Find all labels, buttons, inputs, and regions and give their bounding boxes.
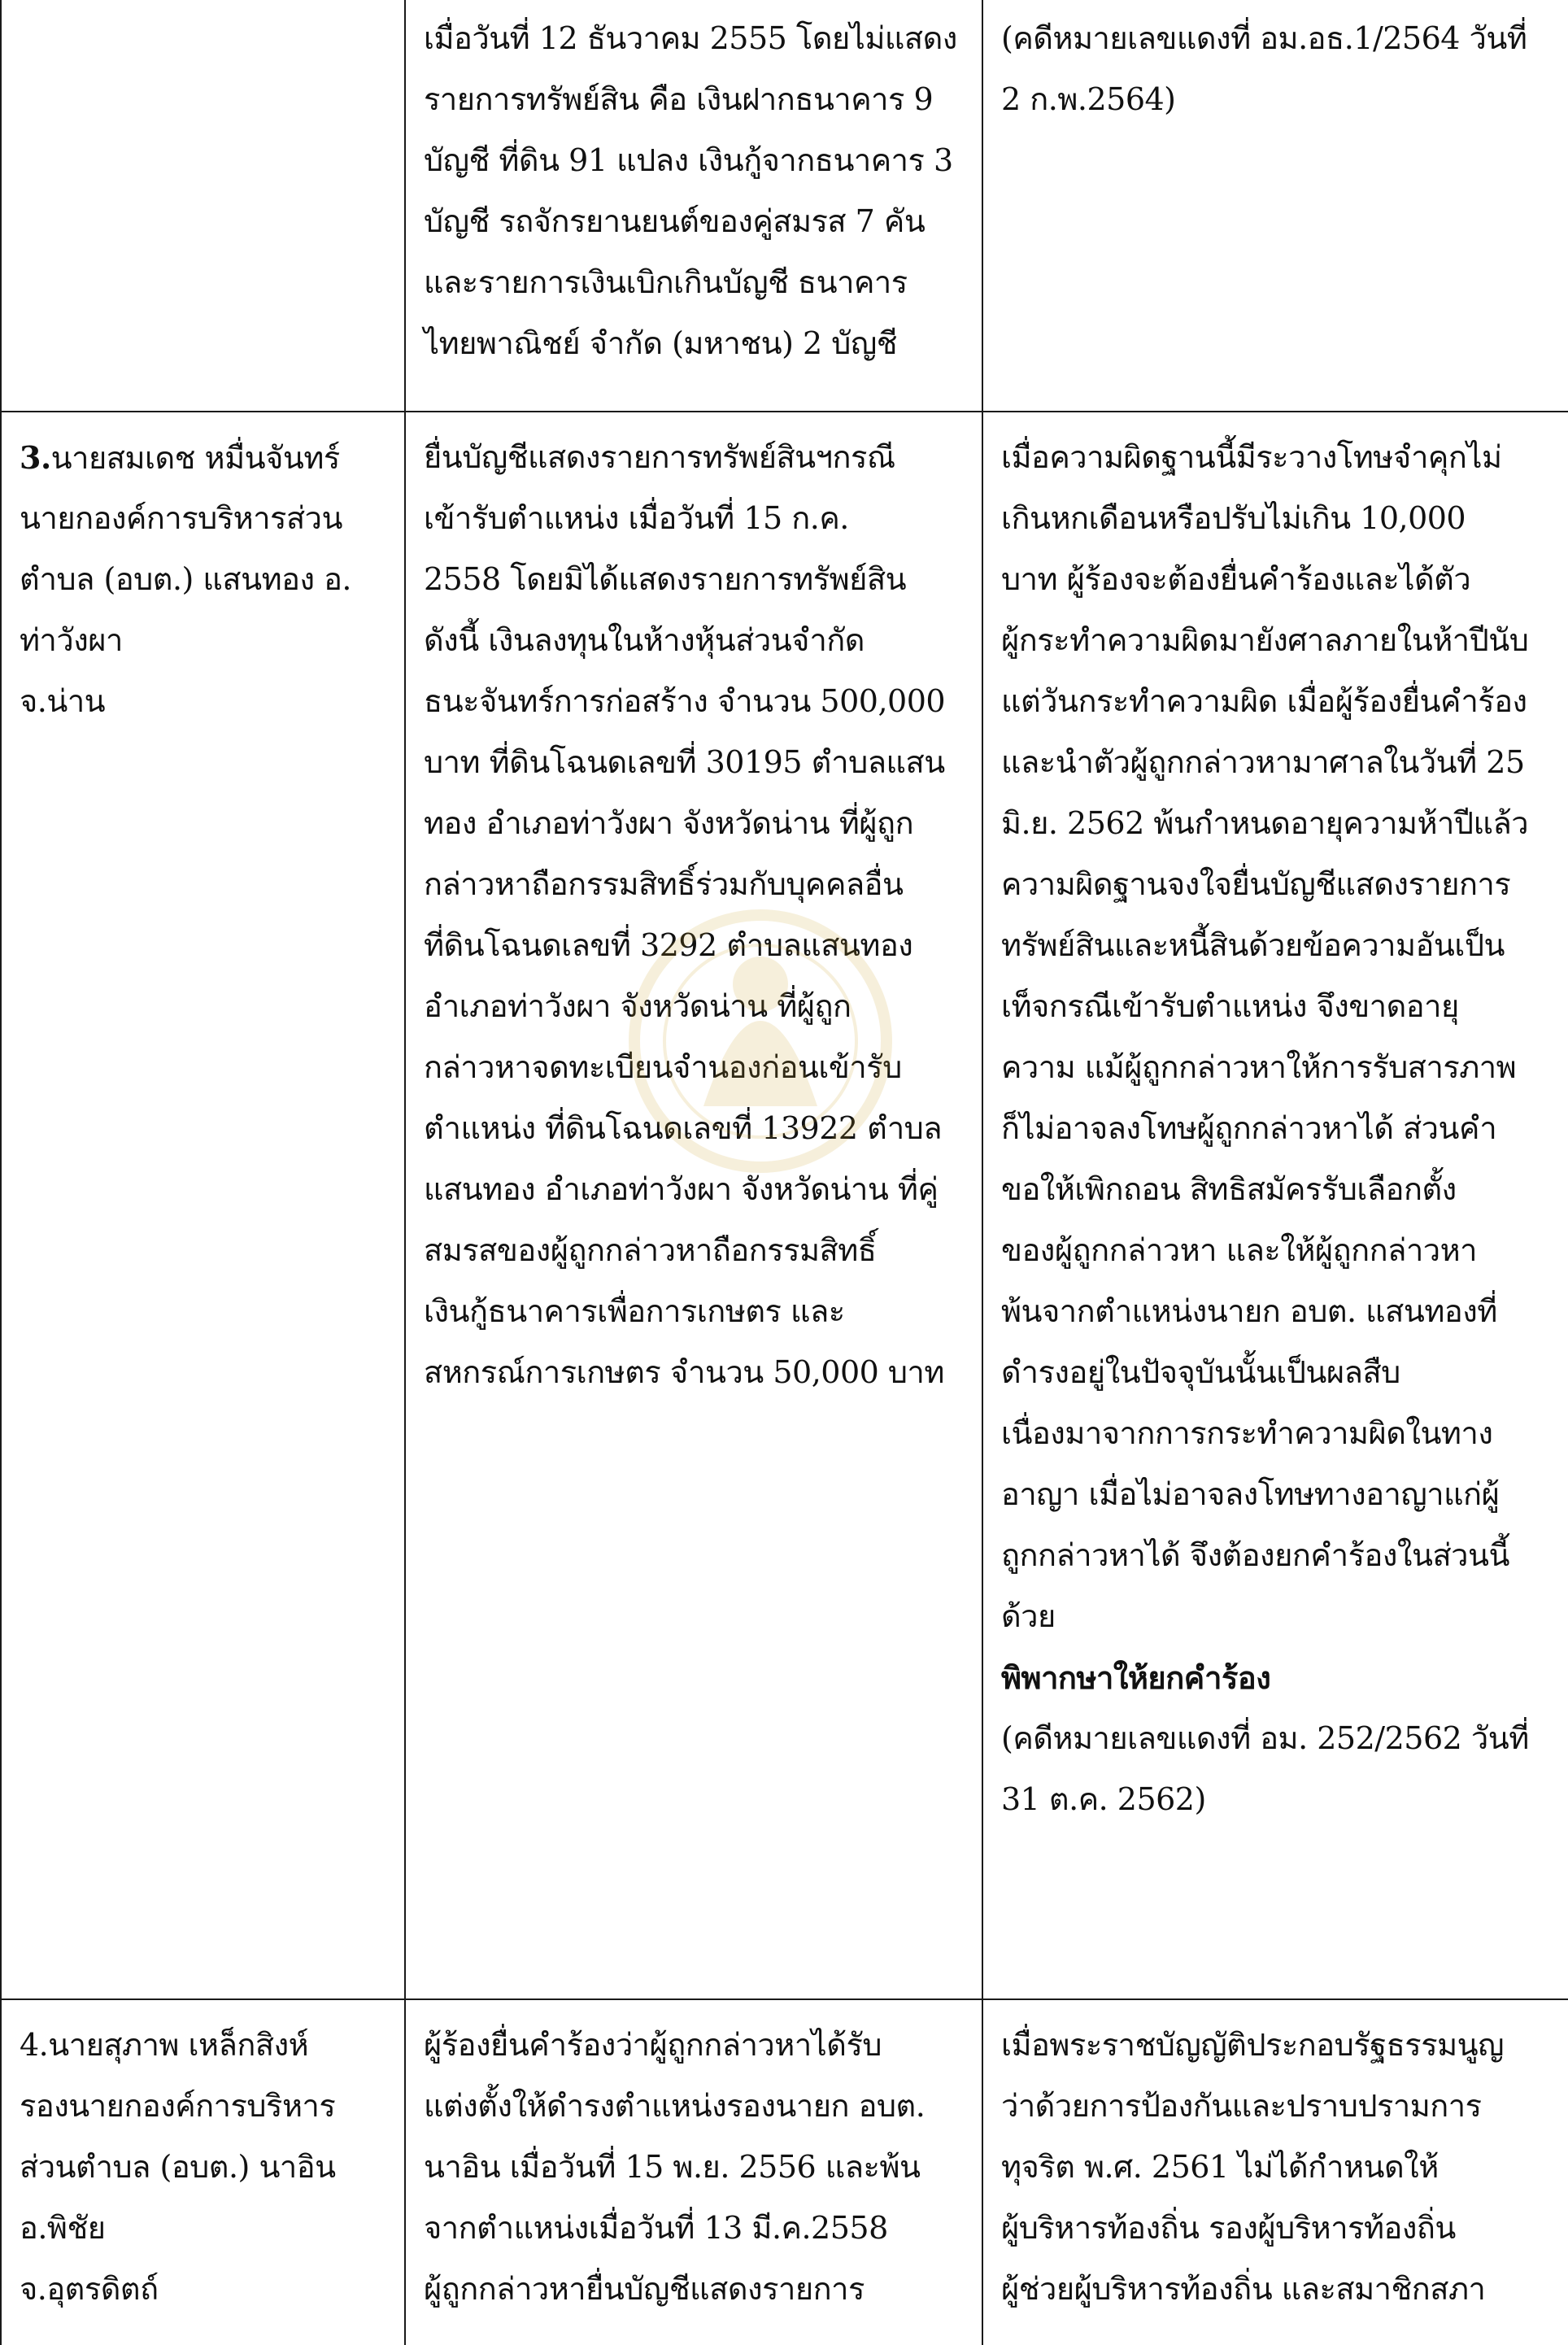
table-cell-name bbox=[1, 412, 405, 1999]
table-cell-facts bbox=[405, 1999, 982, 2345]
text-line: ของผู้ถูกกล่าวหา และให้ผู้ถูกกล่าวหา bbox=[1001, 1232, 1477, 1268]
text-line: ด้วย bbox=[1001, 1598, 1056, 1634]
text-line: กล่าวหาจดทะเบียนจำนองก่อนเข้ารับ bbox=[424, 1049, 902, 1085]
text-line: ดังนี้ เงินลงทุนในห้างหุ้นส่วนจำกัด bbox=[424, 622, 865, 658]
text-line: จากตำแหน่งเมื่อวันที่ 13 มี.ค.2558 bbox=[424, 2210, 888, 2246]
text-line: แต่งตั้งให้ดำรงตำแหน่งรองนายก อบต. bbox=[424, 2088, 926, 2124]
text-line: เท็จกรณีเข้ารับตำแหน่ง จึงขาดอายุ bbox=[1001, 988, 1459, 1024]
text-line: ทอง อำเภอท่าวังผา จังหวัดน่าน ที่ผู้ถูก bbox=[424, 805, 914, 841]
text-line: สมรสของผู้ถูกกล่าวหาถือกรรมสิทธิ์ bbox=[424, 1232, 877, 1268]
text-line: ผู้บริหารท้องถิ่น รองผู้บริหารท้องถิ่น bbox=[1001, 2210, 1456, 2246]
table-row bbox=[1, 1999, 1568, 2345]
text-line: อ.พิชัย bbox=[20, 2210, 106, 2246]
text-line: นาอิน เมื่อวันที่ 15 พ.ย. 2556 และพ้น bbox=[424, 2149, 921, 2185]
text-line: บัญชี ที่ดิน 91 แปลง เงินกู้จากธนาคาร 3 bbox=[424, 142, 953, 178]
text-line: เกินหกเดือนหรือปรับไม่เกิน 10,000 bbox=[1001, 500, 1466, 536]
text-line: ผู้ช่วยผู้บริหารท้องถิ่น และสมาชิกสภา bbox=[1001, 2271, 1486, 2307]
defendant-name: 4.นายสุภาพ เหล็กสิงห์ bbox=[20, 2027, 309, 2063]
text-line: จ.อุตรดิตถ์ bbox=[20, 2271, 159, 2307]
text-line: ตำแหน่ง ที่ดินโฉนดเลขที่ 13922 ตำบล bbox=[424, 1110, 943, 1146]
table-cell-facts bbox=[405, 0, 982, 412]
case-number: 31 ต.ค. 2562) bbox=[1001, 1781, 1206, 1817]
text-line: รายการทรัพย์สิน คือ เงินฝากธนาคาร 9 bbox=[424, 81, 934, 117]
text-line: อำเภอท่าวังผา จังหวัดน่าน ที่ผู้ถูก bbox=[424, 988, 852, 1024]
text-line: ขอให้เพิกถอน สิทธิสมัครรับเลือกตั้ง bbox=[1001, 1171, 1457, 1207]
text-line: ส่วนตำบล (อบต.) นาอิน bbox=[20, 2149, 336, 2185]
text-line: ว่าด้วยการป้องกันและปราบปรามการ bbox=[1001, 2088, 1482, 2124]
defendant-name: 3.นายสมเดช หมื่นจันทร์ bbox=[20, 439, 340, 476]
text-line: แสนทอง อำเภอท่าวังผา จังหวัดน่าน ที่คู่ bbox=[424, 1171, 939, 1207]
text-line: ผู้กระทำความผิดมายังศาลภายในห้าปีนับ bbox=[1001, 622, 1529, 658]
table-row bbox=[1, 412, 1568, 1999]
text-line: นายกองค์การบริหารส่วน bbox=[20, 500, 342, 536]
text-line: ความผิดฐานจงใจยื่นบัญชีแสดงรายการ bbox=[1001, 866, 1511, 902]
text-line: ถูกกล่าวหาได้ จึงต้องยกคำร้องในส่วนนี้ bbox=[1001, 1537, 1509, 1573]
text-line: ธนะจันทร์การก่อสร้าง จำนวน 500,000 bbox=[424, 683, 946, 719]
text-line: กล่าวหาถือกรรมสิทธิ์ร่วมกับบุคคลอื่น bbox=[424, 866, 904, 902]
text-line: เมื่อพระราชบัญญัติประกอบรัฐธรรมนูญ bbox=[1001, 2027, 1505, 2063]
text-line: 2558 โดยมิได้แสดงรายการทรัพย์สิน bbox=[424, 561, 907, 597]
case-number: (คดีหมายเลขแดงที่ อม. 252/2562 วันที่ bbox=[1001, 1720, 1529, 1756]
text-line: เมื่อความผิดฐานนี้มีระวางโทษจำคุกไม่ bbox=[1001, 439, 1502, 475]
text-line: พ้นจากตำแหน่งนายก อบต. แสนทองที่ bbox=[1001, 1293, 1497, 1329]
text-line: เงินกู้ธนาคารเพื่อการเกษตร และ bbox=[424, 1293, 845, 1329]
text-line: ทุจริต พ.ศ. 2561 ไม่ได้กำหนดให้ bbox=[1001, 2149, 1439, 2185]
text-line: ผู้ร้องยื่นคำร้องว่าผู้ถูกกล่าวหาได้รับ bbox=[424, 2027, 882, 2063]
text-line: อาญา เมื่อไม่อาจลงโทษทางอาญาแก่ผู้ bbox=[1001, 1476, 1500, 1512]
text-line: ตำบล (อบต.) แสนทอง อ. bbox=[20, 561, 351, 597]
text-line: เข้ารับตำแหน่ง เมื่อวันที่ 15 ก.ค. bbox=[424, 500, 849, 536]
row-number: 3. bbox=[20, 439, 51, 476]
text-line: บาท ที่ดินโฉนดเลขที่ 30195 ตำบลแสน bbox=[424, 744, 945, 780]
case-number: (คดีหมายเลขแดงที่ อม.อธ.1/2564 วันที่ bbox=[1001, 20, 1527, 56]
text-line: จ.น่าน bbox=[20, 683, 106, 719]
text-line: ที่ดินโฉนดเลขที่ 3292 ตำบลแสนทอง bbox=[424, 927, 913, 963]
table-cell-name bbox=[1, 1999, 405, 2345]
table-cell-ruling bbox=[982, 1999, 1568, 2345]
table-row bbox=[1, 0, 1568, 412]
verdict-heading: พิพากษาให้ยกคำร้อง bbox=[1001, 1659, 1271, 1696]
text-line: รองนายกองค์การบริหาร bbox=[20, 2088, 336, 2124]
table-cell-name bbox=[1, 0, 405, 412]
text-line: สหกรณ์การเกษตร จำนวน 50,000 บาท bbox=[424, 1354, 944, 1390]
text-line: และนำตัวผู้ถูกกล่าวหามาศาลในวันที่ 25 bbox=[1001, 744, 1525, 780]
text-line: บัญชี รถจักรยานยนต์ของคู่สมรส 7 คัน bbox=[424, 203, 926, 239]
table-cell-ruling bbox=[982, 0, 1568, 412]
table-cell-ruling bbox=[982, 412, 1568, 1999]
text-line: ยื่นบัญชีแสดงรายการทรัพย์สินฯกรณี bbox=[424, 439, 895, 475]
text-line: ความ แม้ผู้ถูกกล่าวหาให้การรับสารภาพ bbox=[1001, 1049, 1517, 1085]
case-number: 2 ก.พ.2564) bbox=[1001, 81, 1176, 117]
text-line: มิ.ย. 2562 พ้นกำหนดอายุความห้าปีแล้ว bbox=[1001, 805, 1529, 841]
table-cell-facts bbox=[405, 412, 982, 1999]
text-line: บาท ผู้ร้องจะต้องยื่นคำร้องและได้ตัว bbox=[1001, 561, 1471, 597]
text-line: ทรัพย์สินและหนี้สินด้วยข้อความอันเป็น bbox=[1001, 927, 1505, 963]
text-line: ผู้ถูกกล่าวหายื่นบัญชีแสดงรายการ bbox=[424, 2271, 865, 2307]
text-line: เนื่องมาจากการกระทำความผิดในทาง bbox=[1001, 1415, 1493, 1451]
text-line: ไทยพาณิชย์ จำกัด (มหาชน) 2 บัญชี bbox=[424, 325, 898, 361]
text-line: ท่าวังผา bbox=[20, 622, 123, 658]
text-line: เมื่อวันที่ 12 ธันวาคม 2555 โดยไม่แสดง bbox=[424, 20, 957, 56]
text-line: แต่วันกระทำความผิด เมื่อผู้ร้องยื่นคำร้อง bbox=[1001, 683, 1527, 719]
text-line: และรายการเงินเบิกเกินบัญชี ธนาคาร bbox=[424, 264, 908, 300]
text-line: ก็ไม่อาจลงโทษผู้ถูกกล่าวหาได้ ส่วนคำ bbox=[1001, 1110, 1497, 1146]
text-line: ดำรงอยู่ในปัจจุบันนั้นเป็นผลสืบ bbox=[1001, 1354, 1400, 1390]
